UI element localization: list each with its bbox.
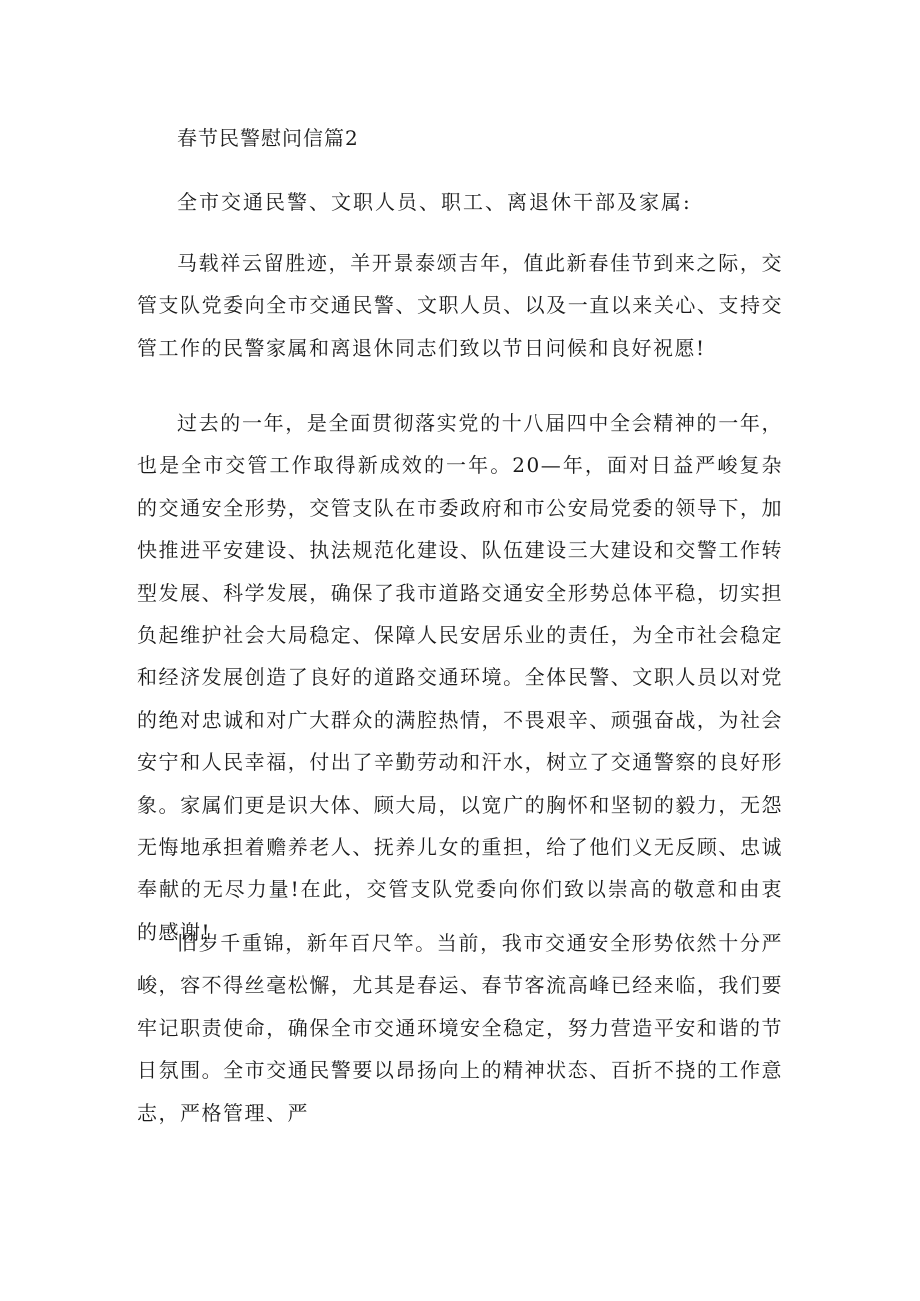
letter-salutation: 全市交通民警、文职人员、职工、离退休干部及家属:	[177, 190, 692, 214]
paragraph-greeting: 马载祥云留胜迹，羊开景泰颂吉年，值此新春佳节到来之际，交管支队党委向全市交通民警、文职人员、以及一直以来关心、支持交管工作的民警家属和离退休同志们致以节日问候和良好祝愿!	[137, 251, 783, 360]
document-title: 春节民警慰问信篇2	[177, 126, 359, 150]
paragraph-outlook: 旧岁千重锦，新年百尺竿。当前，我市交通安全形势依然十分严峻，容不得丝毫松懈，尤其是春运、春节客流高峰已经来临，我们要牢记职责使命，确保全市交通环境安全稳定，努力营造平安和谐的节日氛围。全市交通民警要以昂扬向上的精神状态、百折不挠的工作意志，严格管理、严	[137, 931, 783, 1125]
paragraph-review: 过去的一年，是全面贯彻落实党的十八届四中全会精神的一年，也是全市交管工作取得新成效的一年。20—年，面对日益严峻复杂的交通安全形势，交管支队在市委政府和市公安局党委的领导下，加快推进平安建设、执法规范化建设、队伍建设三大建设和交警工作转型发展、科学发展，确保了我市道路交通安全形势总体平稳，切实担负起维护社会大局稳定、保障人民安居乐业的责任，为全市社会稳定和经济发展创造了良好的道路交通环境。全体民警、文职人员以对党的绝对忠诚和对广大群众的满腔热情，不畏艰辛、顽强奋战，为社会安宁和人民幸福，付出了辛勤劳动和汗水，树立了交通警察的良好形象。家属们更是识大体、顾大局，以宽广的胸怀和坚韧的毅力，无怨无悔地承担着赡养老人、抚养儿女的重担，给了他们义无反顾、忠诚奉献的无尽力量!在此，交管支队党委向你们致以崇高的敬意和由衷的感谢!	[137, 411, 783, 944]
